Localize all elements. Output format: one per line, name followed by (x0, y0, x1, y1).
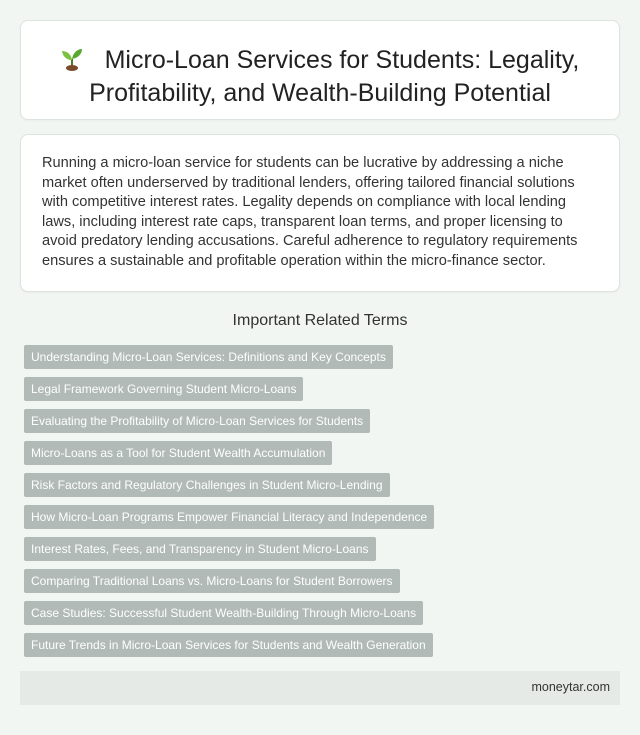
related-terms-heading: Important Related Terms (232, 312, 408, 329)
related-term-link[interactable]: Legal Framework Governing Student Micro-Loans (24, 377, 303, 401)
related-term-link[interactable]: Micro-Loans as a Tool for Student Wealth Accumulation (24, 441, 332, 465)
summary-card (20, 134, 620, 292)
related-term-link[interactable]: Comparing Traditional Loans vs. Micro-Loans for Student Borrowers (24, 569, 400, 593)
summary-text: Running a micro-loan service for students can be lucrative by addressing a niche market often underserved by traditional lenders, offering tailored financial solutions with competitive interest rates. Legality depends on compliance with local lending laws, including interest rate caps, transparent loan terms, and proper licensing to avoid predatory lending accusations. Careful adherence to regulatory requirements ensures a sustainable and profitable operation within the micro-finance sector. (42, 155, 578, 269)
footer (20, 671, 620, 705)
footer-site-link[interactable]: moneytar.com (531, 680, 610, 694)
sprout-icon (61, 47, 83, 78)
page-title-text: Micro-Loan Services for Students: Legality, Profitability, and Wealth-Building Potential (89, 46, 580, 107)
related-term-link[interactable]: How Micro-Loan Programs Empower Financial Literacy and Independence (24, 505, 434, 529)
related-term-link[interactable]: Future Trends in Micro-Loan Services for Students and Wealth Generation (24, 633, 433, 657)
related-terms-list (24, 345, 434, 665)
related-term-link[interactable]: Understanding Micro-Loan Services: Definitions and Key Concepts (24, 345, 393, 369)
title-card (20, 20, 620, 120)
related-term-link[interactable]: Case Studies: Successful Student Wealth-Building Through Micro-Loans (24, 601, 423, 625)
related-term-link[interactable]: Evaluating the Profitability of Micro-Loan Services for Students (24, 409, 370, 433)
related-term-link[interactable]: Interest Rates, Fees, and Transparency in Student Micro-Loans (24, 537, 376, 561)
related-term-link[interactable]: Risk Factors and Regulatory Challenges in Student Micro-Lending (24, 473, 390, 497)
page-title (41, 45, 599, 108)
